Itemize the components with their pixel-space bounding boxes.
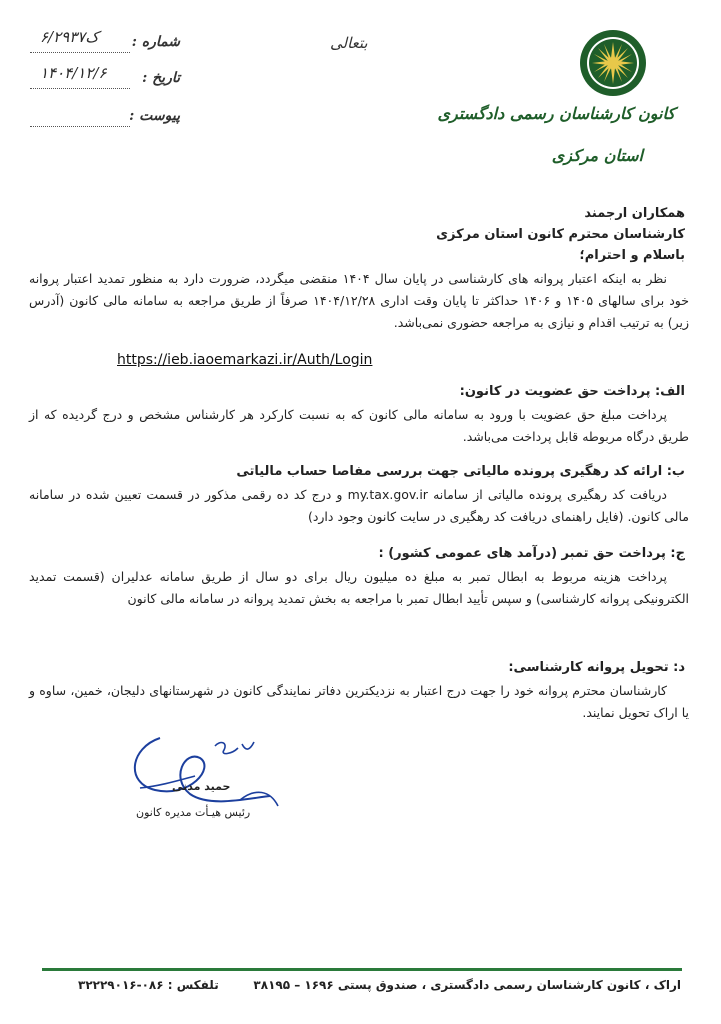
intro-paragraph: نظر به اینکه اعتبار پروانه های کارشناسی در پایان سال ۱۴۰۴ منقضی میگردد، ضرورت دارد به منظور تمدید اعتبار پروانه خود برای سالهای ۱۴۰۵ و ۱۴۰۶ حداکثر تا پایان وقت اداری ۱۴۰۴/۱۲/۲۸ صرفاً از طریق مراجعه به سامانه مالی کانون (آدرس زیر) به ترتیب اقدام و نیازی به مراجعه حضوری نمی‌باشد. <box>29 271 689 330</box>
letter-number-field <box>30 28 180 56</box>
footer-phone: تلفکس : ۰۸۶-۳۲۲۲۹۰۱۶ <box>78 978 219 992</box>
signatory-title: رئیس هیـأت مدیره کانون <box>136 806 251 819</box>
bismillah: بتعالی <box>330 34 368 52</box>
greeting-line-2: کارشناسان محترم کانون استان مرکزی <box>436 227 685 242</box>
footer-divider <box>42 968 682 971</box>
login-url-link[interactable]: https://ieb.iaoemarkazi.ir/Auth/Login <box>117 352 373 368</box>
section-c-heading: ج: پرداخت حق تمبر (درآمد های عمومی کشور) : <box>378 546 685 561</box>
organization-name: کانون کارشناسان رسمی دادگستری <box>437 104 675 123</box>
letter-attachment-field <box>30 108 180 130</box>
sunburst-emblem-icon <box>578 28 648 98</box>
section-a-heading: الف: پرداخت حق عضویت در کانون: <box>459 384 685 399</box>
section-a-body: پرداخت مبلغ حق عضویت با ورود به سامانه مالی کانون که به نسبت کارکرد هر کارشناس مشخص و درج گردیده که از طریق درگاه مربوطه قابل پرداخت می‌باشد. <box>29 407 689 444</box>
organization-province: استان مرکزی <box>551 146 643 165</box>
letter-date-label: تاریخ : <box>142 70 180 86</box>
organization-logo <box>578 28 648 98</box>
section-d-heading: د: تحویل پروانه کارشناسی: <box>508 660 685 675</box>
letter-date-value: ۱۴۰۴/۱۲/۶ <box>40 64 107 82</box>
section-d-body: کارشناسان محترم پروانه خود را جهت درج اعتبار به نزدیکترین دفاتر نمایندگی کانون در شهرستانهای دلیجان، خمین، ساوه و یا اراک تحویل نمایند. <box>29 683 689 720</box>
footer-address: اراک ، کانون کارشناسان رسمی دادگستری ، صندوق پستی ۱۶۹۶ – ۳۸۱۹۵ <box>253 978 681 992</box>
section-b-body: دریافت کد رهگیری پرونده مالیاتی از سامانه my.tax.gov.ir و درج کد ده رقمی مذکور در قسمت تعیین شده در سامانه مالی کانون. (فایل راهنمای دریافت کد رهگیری در سایت کانون وجود دارد) <box>29 487 689 524</box>
letter-number-value: ۶/ک۲۹۳۷ <box>40 28 99 46</box>
section-b-heading: ب: ارائه کد رهگیری پرونده مالیاتی جهت بررسی مفاصا حساب مالیاتی <box>236 464 685 479</box>
letter-date-field <box>30 64 180 92</box>
letter-number-label: شماره : <box>131 34 180 50</box>
signatory-name: حمید مدنی <box>172 780 231 793</box>
handwritten-signature <box>120 728 290 818</box>
letter-attachment-label: پیوست : <box>129 108 180 124</box>
section-c-body: پرداخت هزینه مربوط به ابطال تمبر به مبلغ ده میلیون ریال برای دو سال از طریق سامانه عدلیران (قسمت تمدید الکترونیکی پروانه کارشناسی) و سپس تأیید ابطال تمبر با مراجعه به بخش تمدید پروانه در سامانه مالی کانون <box>29 569 689 606</box>
greeting-line-3: باسلام و احترام؛ <box>579 248 685 263</box>
greeting-line-1: همکاران ارجمند <box>584 206 685 221</box>
